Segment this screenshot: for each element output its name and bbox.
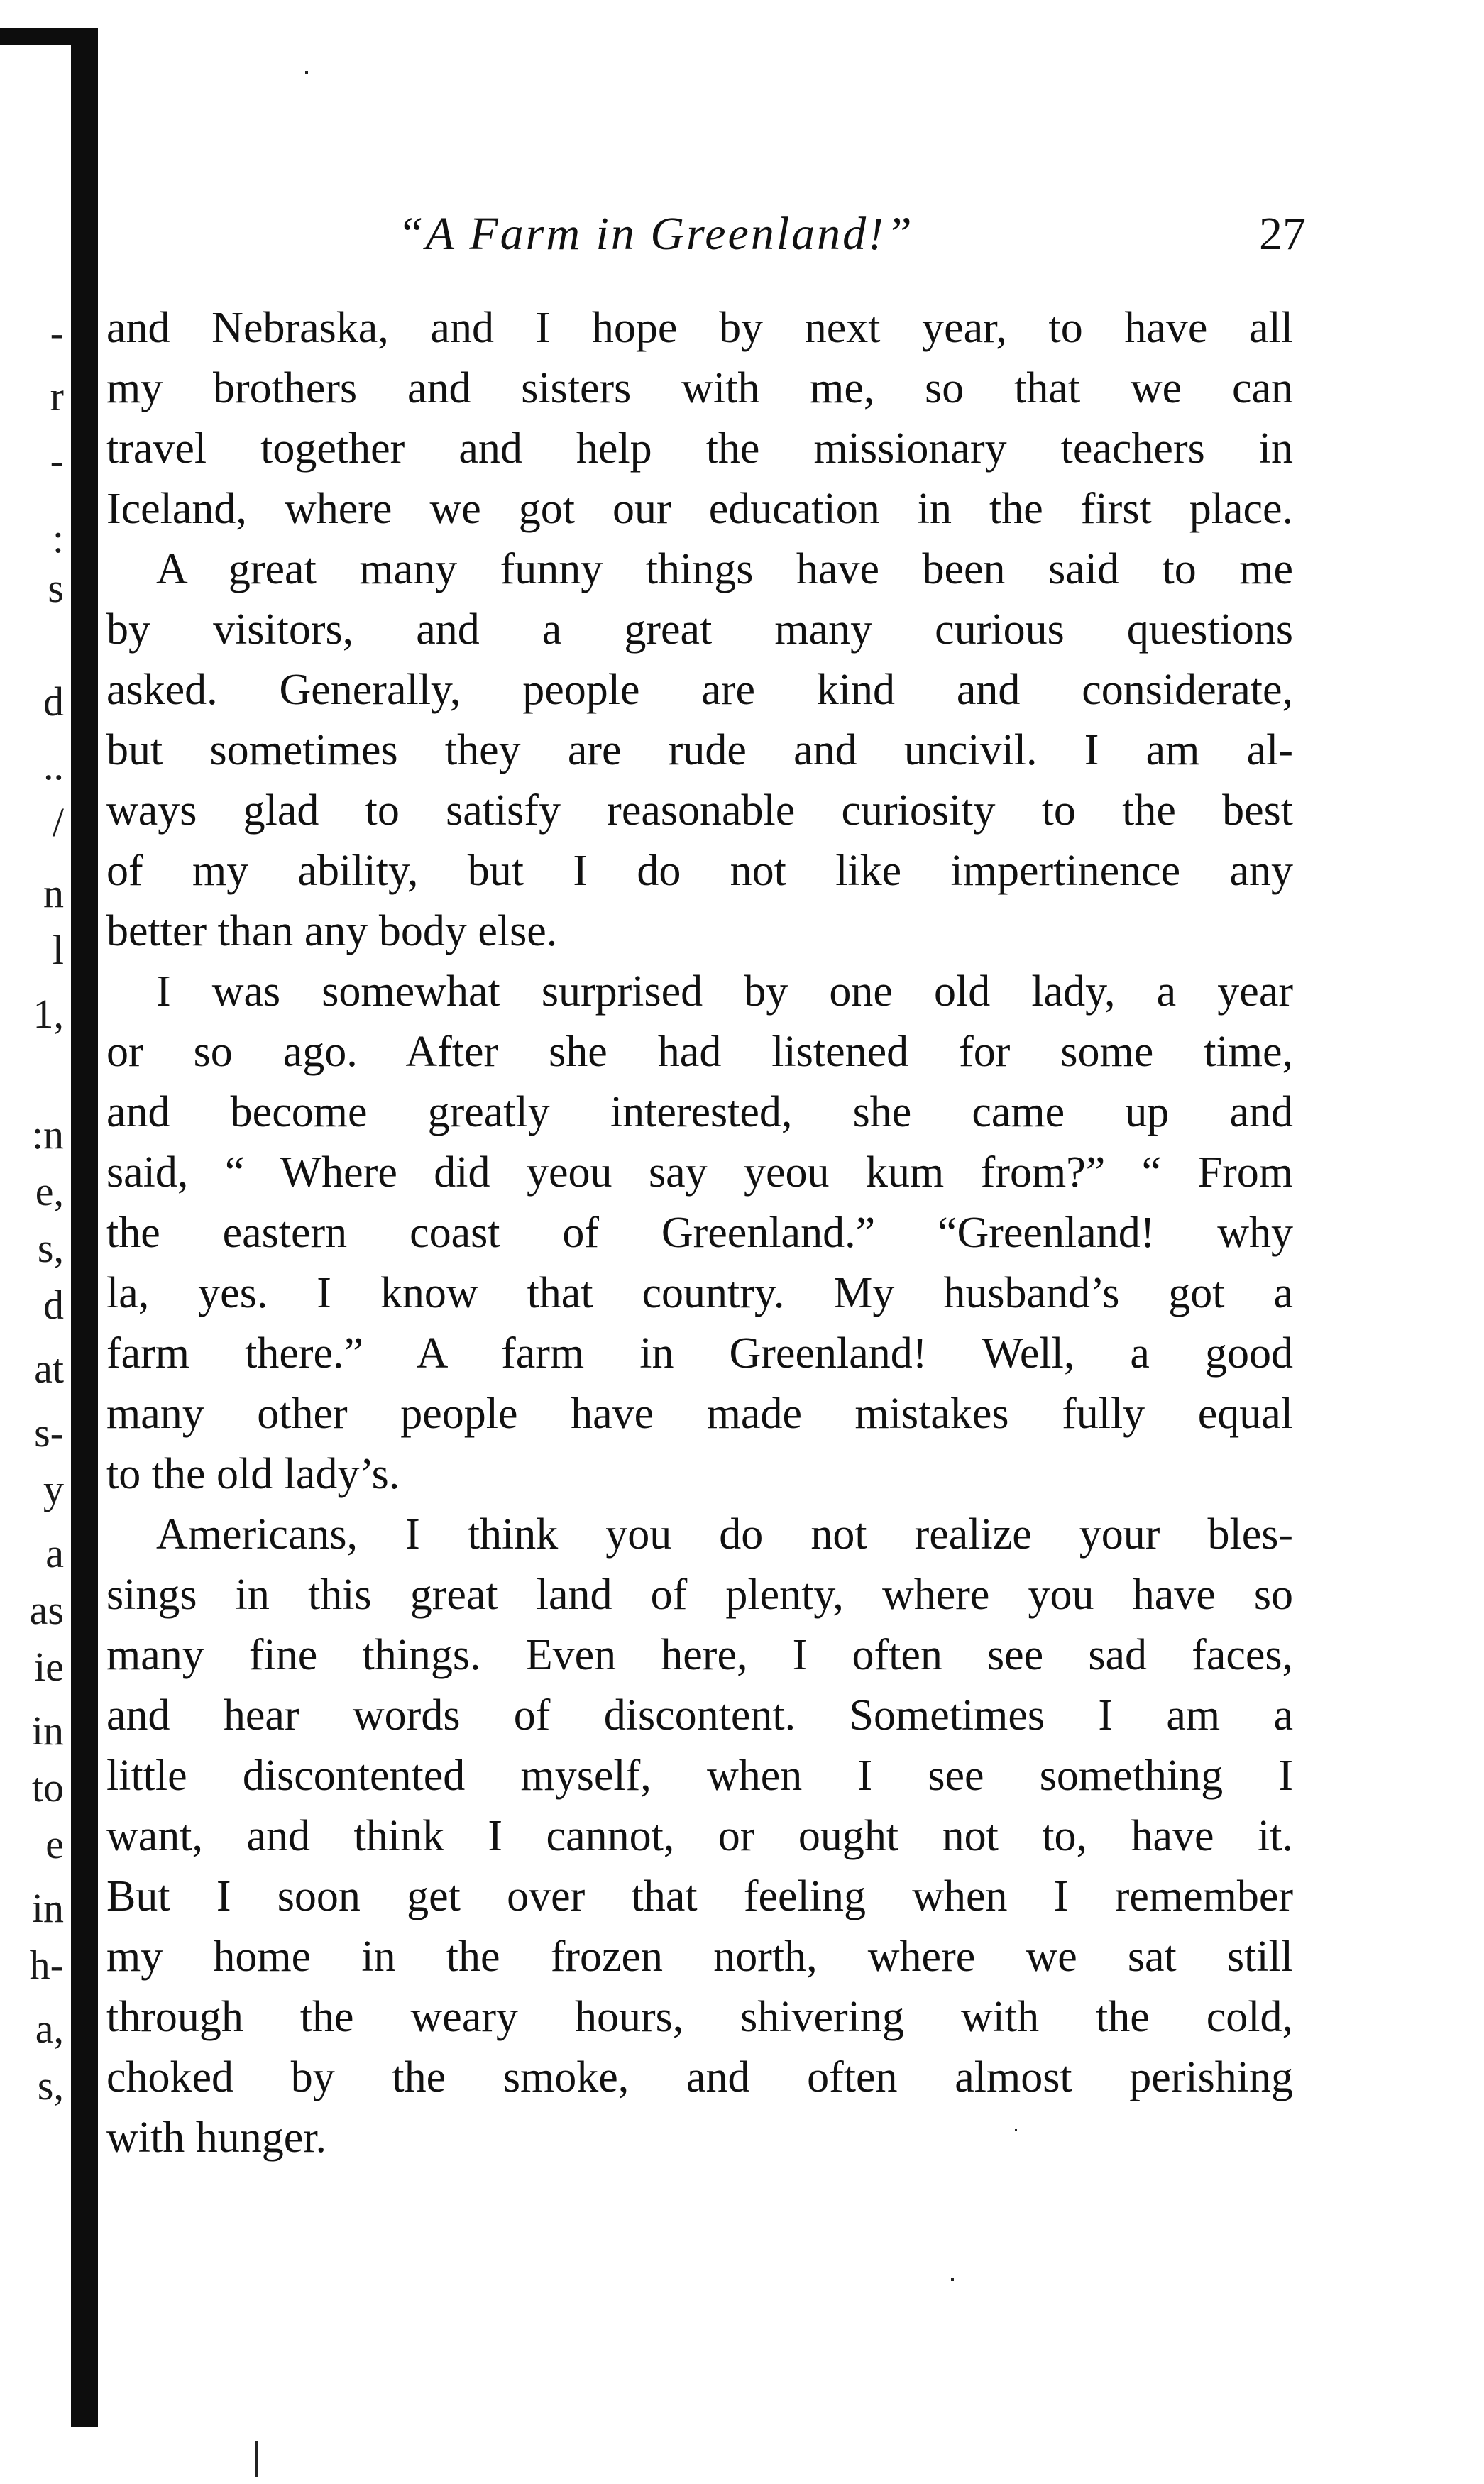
bleed-fragment: as (29, 1587, 64, 1633)
bleed-fragment: s (48, 565, 64, 611)
scan-speck (305, 71, 308, 74)
bleed-fragment: :n (31, 1111, 64, 1158)
text-line: But I soon get over that feeling when I remember (106, 1872, 1293, 1920)
scan-speck (951, 2278, 954, 2281)
text-line: better than any body else. (106, 907, 558, 955)
running-title: “A Farm in Greenland!” (397, 208, 914, 260)
page-number: 27 (1259, 208, 1306, 260)
text-line: many other people have made mistakes fully equal (106, 1390, 1293, 1438)
bleed-fragment: : (52, 515, 64, 561)
text-line: travel together and help the missionary teachers in (106, 424, 1293, 473)
bleed-fragment: 1, (33, 991, 64, 1037)
text-line: la, yes. I know that country. My husband’s got a (106, 1269, 1293, 1317)
bleed-fragment: s, (37, 1225, 64, 1271)
bleed-fragment: r (50, 373, 64, 419)
text-line: to the old lady’s. (106, 1450, 400, 1498)
bleed-fragment: d (43, 1282, 64, 1328)
bleed-fragment: s, (37, 2062, 64, 2109)
text-line: I was somewhat surprised by one old lady, a year (156, 967, 1293, 1016)
bleed-fragment: s- (34, 1409, 64, 1456)
text-line: but sometimes they are rude and uncivil. I am al- (106, 726, 1293, 774)
text-line: choked by the smoke, and often almost perishing (106, 2053, 1293, 2101)
scan-speck (1015, 2129, 1017, 2131)
text-line: through the weary hours, shivering with the cold, (106, 1993, 1293, 2041)
bleed-fragment: d (43, 678, 64, 725)
bleed-fragment: in (31, 1708, 64, 1754)
text-line: asked. Generally, people are kind and considerate, (106, 666, 1293, 714)
text-line: the eastern coast of Greenland.” “Greenland! why (106, 1209, 1293, 1257)
bleed-fragment: a, (35, 2006, 64, 2052)
text-line: ways glad to satisfy reasonable curiosity to the best (106, 786, 1293, 835)
bleed-fragment: - (50, 309, 64, 356)
bleed-fragment: .. (43, 742, 64, 788)
text-line: little discontented myself, when I see something I (106, 1752, 1293, 1800)
bleed-fragment: l (52, 927, 64, 973)
text-line: my home in the frozen north, where we sat still (106, 1933, 1293, 1981)
text-line: or so ago. After she had listened for some time, (106, 1028, 1293, 1076)
text-line: with hunger. (106, 2114, 326, 2162)
gutter-shadow-top (0, 28, 78, 45)
bleed-fragment: in (31, 1885, 64, 1931)
text-line: many fine things. Even here, I often see sad faces, (106, 1631, 1293, 1679)
text-line: A great many funny things have been said to me (156, 545, 1293, 593)
paragraph (106, 962, 1293, 1505)
text-line: my brothers and sisters with me, so that we can (106, 364, 1293, 412)
bleed-fragment: n (43, 870, 64, 916)
text-line: and hear words of discontent. Sometimes I am a (106, 1691, 1293, 1740)
text-line: said, “ Where did yeou say yeou kum from?” “ From (106, 1148, 1293, 1197)
text-line: and Nebraska, and I hope by next year, to have all (106, 304, 1293, 352)
text-line: farm there.” A farm in Greenland! Well, a good (106, 1329, 1293, 1378)
bleed-fragment: to (31, 1764, 64, 1810)
gutter-shadow (71, 28, 98, 2427)
bleed-fragment: - (50, 437, 64, 483)
text-line: by visitors, and a great many curious questions (106, 605, 1293, 654)
scan-mark (255, 2441, 258, 2477)
text-line: want, and think I cannot, or ought not to, have it. (106, 1812, 1293, 1860)
bleed-fragment: y (43, 1466, 64, 1512)
bleed-fragment: e, (35, 1168, 64, 1214)
bleed-fragment: e (45, 1821, 64, 1867)
paragraph (106, 1505, 1293, 2168)
bleed-fragment: h- (29, 1942, 64, 1988)
body-text (106, 298, 1293, 2168)
paragraph (106, 539, 1293, 962)
paragraph (106, 298, 1293, 539)
bleed-fragment: at (34, 1346, 64, 1392)
text-line: and become greatly interested, she came up and (106, 1088, 1293, 1136)
bleed-fragment: / (52, 799, 64, 845)
bleed-fragment: a (45, 1530, 64, 1576)
bleed-fragment: ie (34, 1644, 64, 1690)
text-line: Iceland, where we got our education in the first place. (106, 485, 1293, 533)
running-header (397, 207, 1306, 264)
text-line: Americans, I think you do not realize your bles- (156, 1510, 1293, 1559)
text-line: sings in this great land of plenty, where you have so (106, 1571, 1293, 1619)
text-line: of my ability, but I do not like impertinence any (106, 847, 1293, 895)
